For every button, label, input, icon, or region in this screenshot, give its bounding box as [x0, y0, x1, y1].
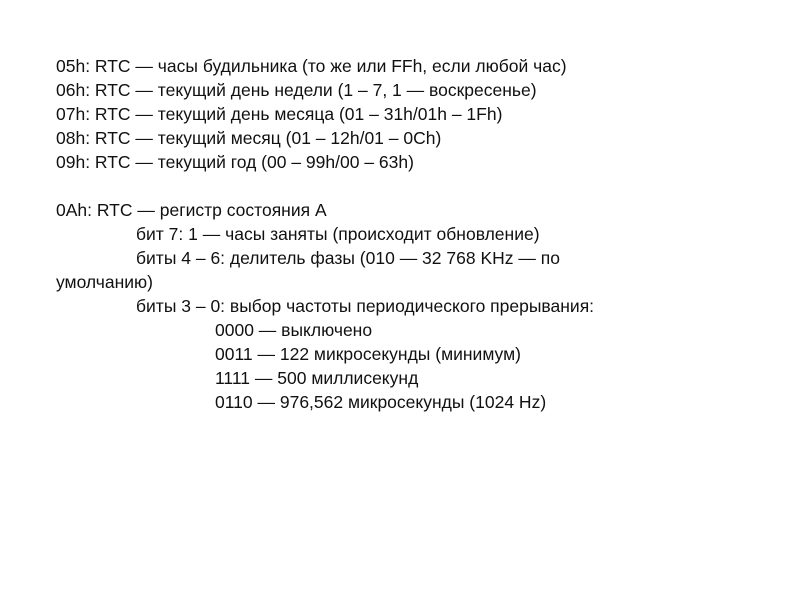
- register-08h-line: 08h: RTC — текущий месяц (01 – 12h/01 – 0Ch): [56, 128, 442, 148]
- register-09h-line: 09h: RTC — текущий год (00 – 99h/00 – 63h): [56, 152, 414, 172]
- bit7-description: бит 7: 1 — часы заняты (происходит обновление): [136, 224, 540, 244]
- status-register-title: 0Ah: RTC — регистр состояния A: [56, 200, 327, 220]
- frequency-option-0110: 0110 — 976,562 микросекунды (1024 Hz): [215, 392, 547, 412]
- frequency-option-0011: 0011 — 122 микросекунды (минимум): [215, 344, 521, 364]
- document-body: [56, 54, 756, 414]
- bits4-6-description: биты 4 – 6: делитель фазы (010 — 32 768 KHz — по умолчанию): [56, 248, 560, 292]
- register-07h-line: 07h: RTC — текущий день месяца (01 – 31h/01h – 1Fh): [56, 104, 503, 124]
- spacer: [56, 174, 756, 198]
- frequency-option-0000: 0000 — выключено: [215, 320, 373, 340]
- register-06h-line: 06h: RTC — текущий день недели (1 – 7, 1 — воскресенье): [56, 80, 537, 100]
- register-05h-line: 05h: RTC — часы будильника (то же или FFh, если любой час): [56, 56, 567, 76]
- bits3-0-description: биты 3 – 0: выбор частоты периодического прерывания:: [136, 296, 595, 316]
- frequency-option-1111: 1111 — 500 миллисекунд: [215, 368, 419, 388]
